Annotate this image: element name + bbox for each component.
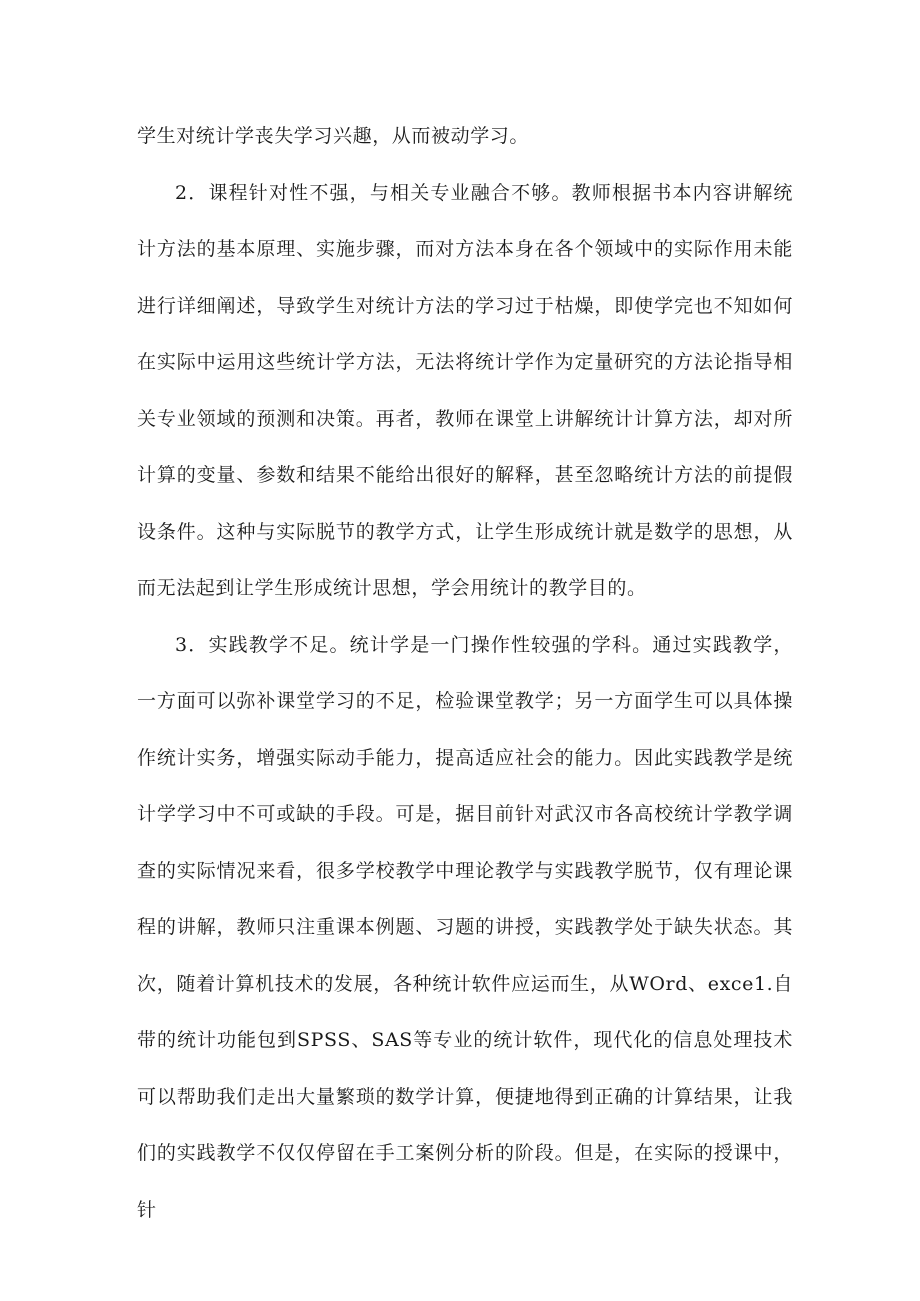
- paragraph-1: 学生对统计学丧失学习兴趣，从而被动学习。: [137, 125, 530, 147]
- body-text: [137, 108, 793, 1238]
- paragraph-3: 3．实践教学不足。统计学是一门操作性较强的学科。通过实践教学，一方面可以弥补课堂学习的不足，检验课堂教学；另一方面学生可以具体操作统计实务，增强实际动手能力，提高适应社会的能力。因此实践教学是统计学学习中不可或缺的手段。可是，据目前针对武汉市各高校统计学教学调查的实际情况来看，很多学校教学中理论教学与实践教学脱节，仅有理论课程的讲解，教师只注重课本例题、习题的讲授，实践教学处于缺失状态。其次，随着计算机技术的发展，各种统计软件应运而生，从WOrd、exce1.自带的统计功能包到SPSS、SAS等专业的统计软件，现代化的信息处理技术可以帮助我们走出大量繁琐的数学计算，便捷地得到正确的计算结果，让我们的实践教学不仅仅停留在手工案例分析的阶段。但是，在实际的授课中，针: [137, 633, 793, 1221]
- paragraph-2: 2．课程针对性不强，与相关专业融合不够。教师根据书本内容讲解统计方法的基本原理、实施步骤，而对方法本身在各个领域中的实际作用未能进行详细阐述，导致学生对统计方法的学习过于枯燥，即使学完也不知如何在实际中运用这些统计学方法，无法将统计学作为定量研究的方法论指导相关专业领域的预测和决策。再者，教师在课堂上讲解统计计算方法，却对所计算的变量、参数和结果不能给出很好的解释，甚至忽略统计方法的前提假设条件。这种与实际脱节的教学方式，让学生形成统计就是数学的思想，从而无法起到让学生形成统计思想，学会用统计的教学目的。: [137, 181, 793, 599]
